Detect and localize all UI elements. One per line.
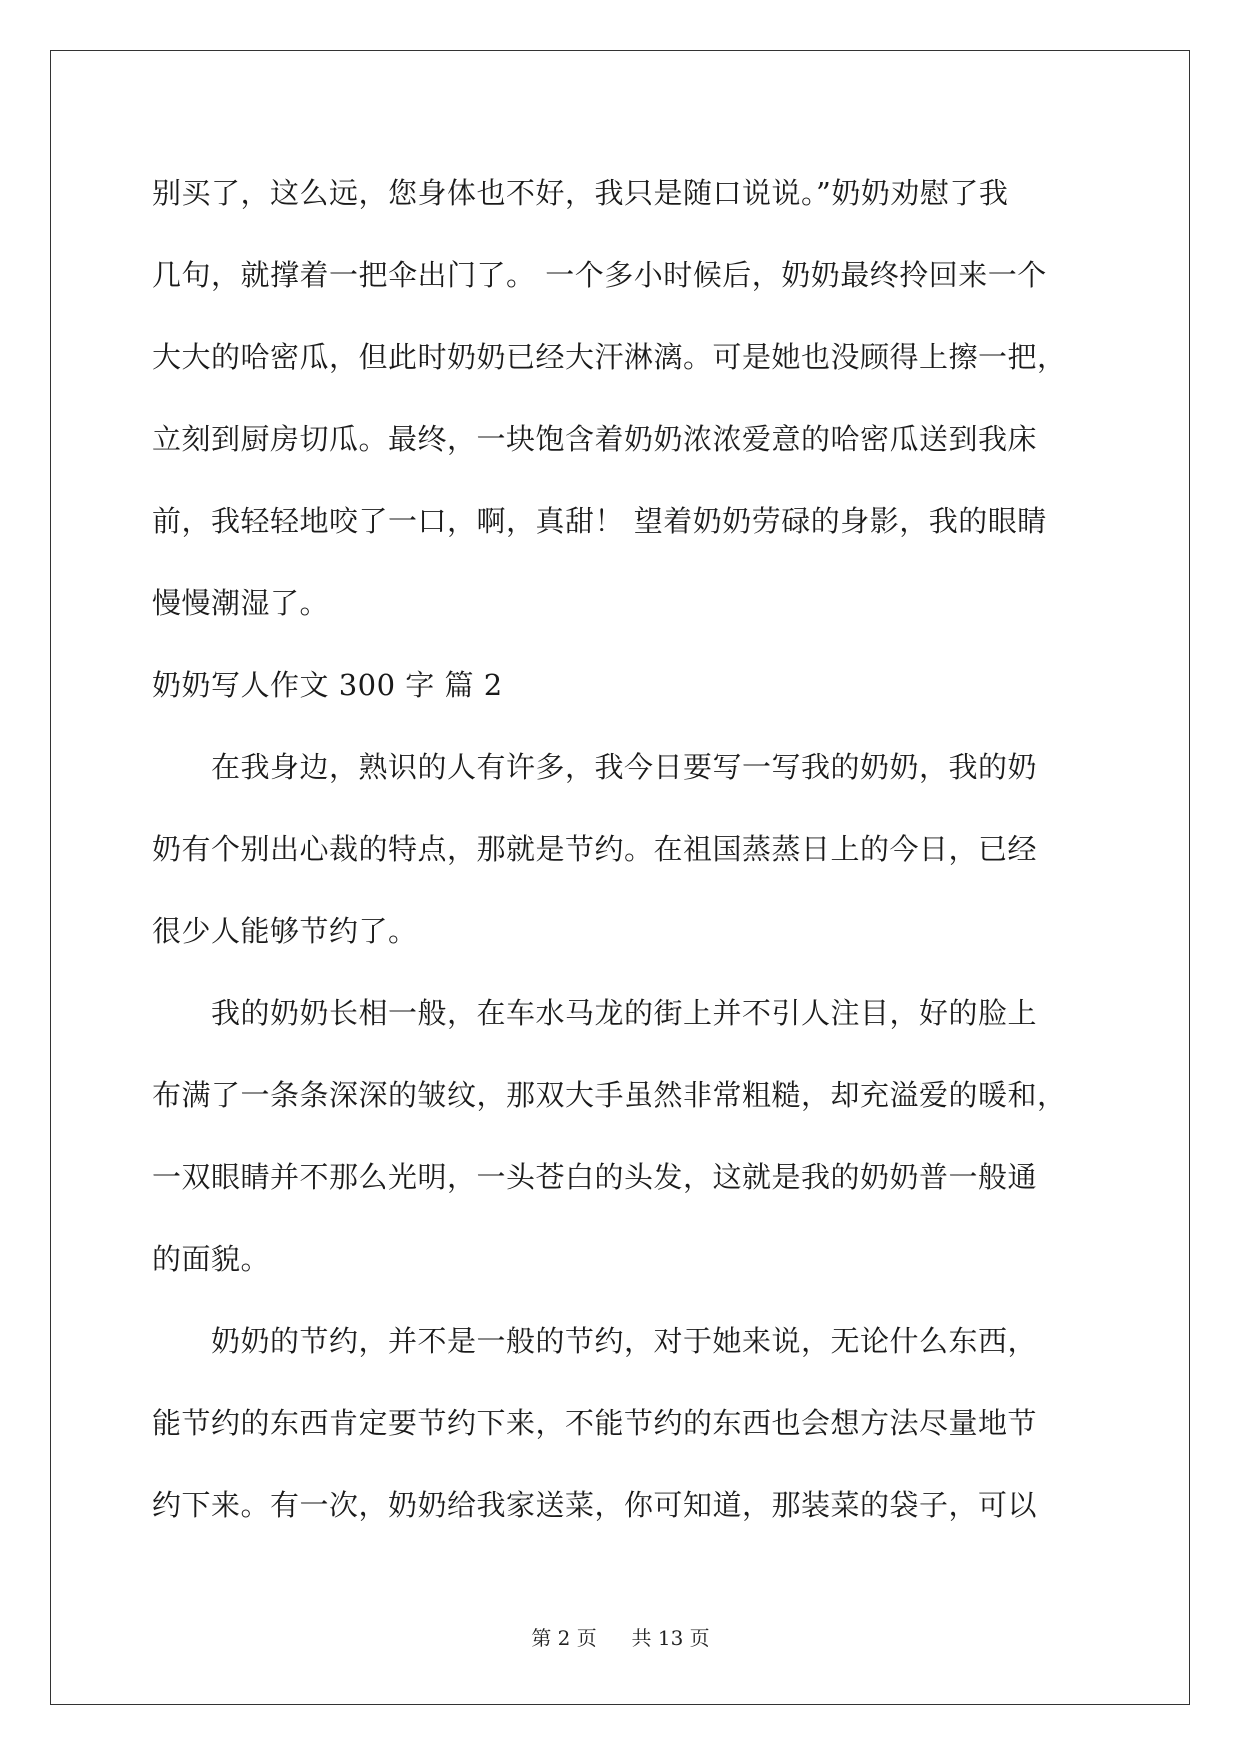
text-line: 在我身边，熟识的人有许多，我今日要写一写我的奶奶，我的奶 [152, 750, 1038, 784]
page-footer [0, 1622, 1241, 1651]
text-line: 很少人能够节约了。 [152, 914, 418, 948]
text-line: 立刻到厨房切瓜。最终，一块饱含着奶奶浓浓爱意的哈密瓜送到我床 [152, 422, 1038, 456]
text-line: 大大的哈密瓜，但此时奶奶已经大汗淋漓。可是她也没顾得上擦一把， [152, 340, 1067, 374]
document-body [152, 152, 1092, 1546]
text-line: 我的奶奶长相一般，在车水马龙的街上并不引人注目，好的脸上 [152, 996, 1038, 1030]
page-total: 共 13 页 [631, 1626, 710, 1650]
text-line: 慢慢潮湿了。 [152, 586, 330, 620]
text-line: 前，我轻轻地咬了一口，啊，真甜！ 望着奶奶劳碌的身影，我的眼睛 [152, 504, 1047, 538]
text-line: 的面貌。 [152, 1242, 271, 1276]
text-line: 奶奶的节约，并不是一般的节约，对于她来说，无论什么东西， [152, 1324, 1038, 1358]
text-line: 奶有个别出心裁的特点，那就是节约。在祖国蒸蒸日上的今日，已经 [152, 832, 1038, 866]
text-line: 能节约的东西肯定要节约下来，不能节约的东西也会想方法尽量地节 [152, 1406, 1038, 1440]
text-line: 布满了一条条深深的皱纹，那双大手虽然非常粗糙，却充溢爱的暖和， [152, 1078, 1067, 1112]
text-line: 约下来。有一次，奶奶给我家送菜，你可知道，那装菜的袋子，可以 [152, 1488, 1038, 1522]
text-line: 一双眼睛并不那么光明，一头苍白的头发，这就是我的奶奶普一般通 [152, 1160, 1038, 1194]
text-line: 几句，就撑着一把伞出门了。 一个多小时候后，奶奶最终拎回来一个 [152, 258, 1047, 292]
text-line: 别买了，这么远，您身体也不好，我只是随口说说。”奶奶劝慰了我 [152, 176, 1009, 210]
section-heading: 奶奶写人作文 300 字 篇 2 [152, 668, 503, 702]
page-number: 第 2 页 [531, 1626, 597, 1650]
